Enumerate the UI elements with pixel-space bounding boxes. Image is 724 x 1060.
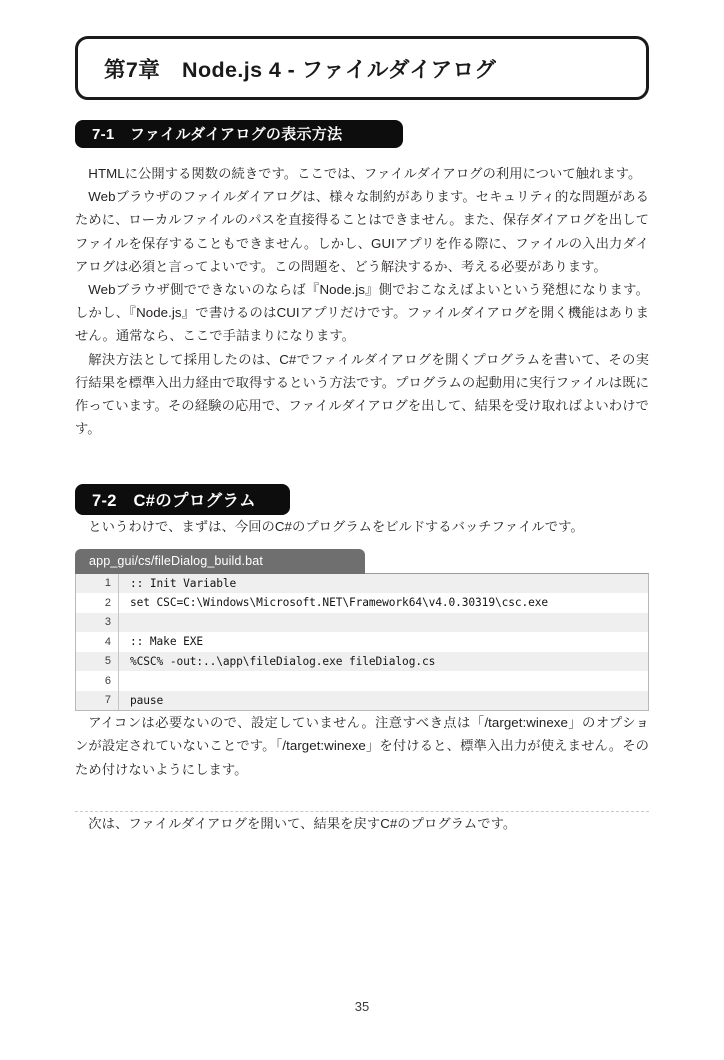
page-number: 35: [354, 999, 370, 1014]
line-source: :: Make EXE: [130, 635, 203, 649]
chapter-title-box: [75, 36, 649, 100]
line-number: 5: [76, 652, 119, 672]
line-number: 1: [76, 574, 119, 594]
line-number: 3: [76, 613, 119, 633]
code-line: [76, 652, 648, 672]
paragraph: アイコンは必要ないので、設定していません。注意すべき点は「/target:winexe」のオプションが設定されていないことです。「/target:winexe」を付けると、標準入出力が使えません。そのため付けないようにします。: [75, 715, 649, 777]
document-page: [0, 36, 724, 1060]
section-heading-7-1: 7-1 ファイルダイアログの表示方法: [75, 120, 403, 148]
section-7-1-body: [75, 162, 649, 440]
section-7-1: [75, 120, 649, 440]
paragraph: 解決方法として採用したのは、C#でファイルダイアログを開くプログラムを書いて、その実行結果を標準入出力経由で取得するという方法です。プログラムの起動用に実行ファイルは既に作っています。その経験の応用で、ファイルダイアログを出して、結果を受け取ればよいわけです。: [75, 351, 649, 437]
paragraph: というわけで、まずは、今回のC#のプログラムをビルドするバッチファイルです。: [88, 519, 584, 535]
code-line: [76, 671, 648, 691]
code-rows: [76, 574, 648, 711]
code-listing: [75, 549, 649, 712]
line-source: [119, 671, 649, 691]
code-table: [76, 574, 648, 711]
line-source: set CSC=C:\Windows\Microsoft.NET\Framework64\v4.0.30319\csc.exe: [130, 596, 549, 610]
line-number: 6: [76, 671, 119, 691]
code-body: [75, 573, 649, 712]
line-source: %CSC% -out:..\app\fileDialog.exe fileDialog.cs: [130, 654, 436, 668]
paragraph: HTMLに公開する関数の続きです。ここでは、ファイルダイアログの利用について触れます。: [88, 166, 642, 181]
paragraph: Webブラウザのファイルダイアログは、様々な制約があります。セキュリティ的な問題があるために、ローカルファイルのパスを直接得ることはできません。また、保存ダイアログを出してファイルを保存することもできません。しかし、GUIアプリを作る際に、ファイルの入出力ダイアログは必須と言ってよいです。この問題を、どう解決するか、考える必要があります。: [75, 189, 649, 274]
line-source: pause: [130, 693, 164, 707]
code-line: [76, 574, 648, 594]
paragraph: Webブラウザ側でできないのならば『Node.js』側でおこなえばよいという発想になります。しかし、『Node.js』で書けるのはCUIアプリだけです。ファイルダイアログを開く機能はありません。通常なら、ここで手詰まりになります。: [75, 282, 649, 344]
line-number: 4: [76, 632, 119, 652]
section-heading-7-2: 7-2 C#のプログラム: [75, 484, 290, 515]
code-line: [76, 593, 648, 613]
line-number: 7: [76, 691, 119, 711]
chapter-title: 第7章 Node.js 4 - ファイルダイアログ: [104, 57, 497, 82]
code-filename-tab: app_gui/cs/fileDialog_build.bat: [75, 549, 365, 574]
line-source: :: Init Variable: [130, 576, 237, 590]
code-line: [76, 691, 648, 711]
line-source: [119, 613, 649, 633]
paragraph: 次は、ファイルダイアログを開いて、結果を戻すC#のプログラムです。: [88, 815, 517, 831]
line-number: 2: [76, 593, 119, 613]
code-line: [76, 613, 648, 633]
code-line: [76, 632, 648, 652]
section-7-2: [75, 484, 649, 835]
